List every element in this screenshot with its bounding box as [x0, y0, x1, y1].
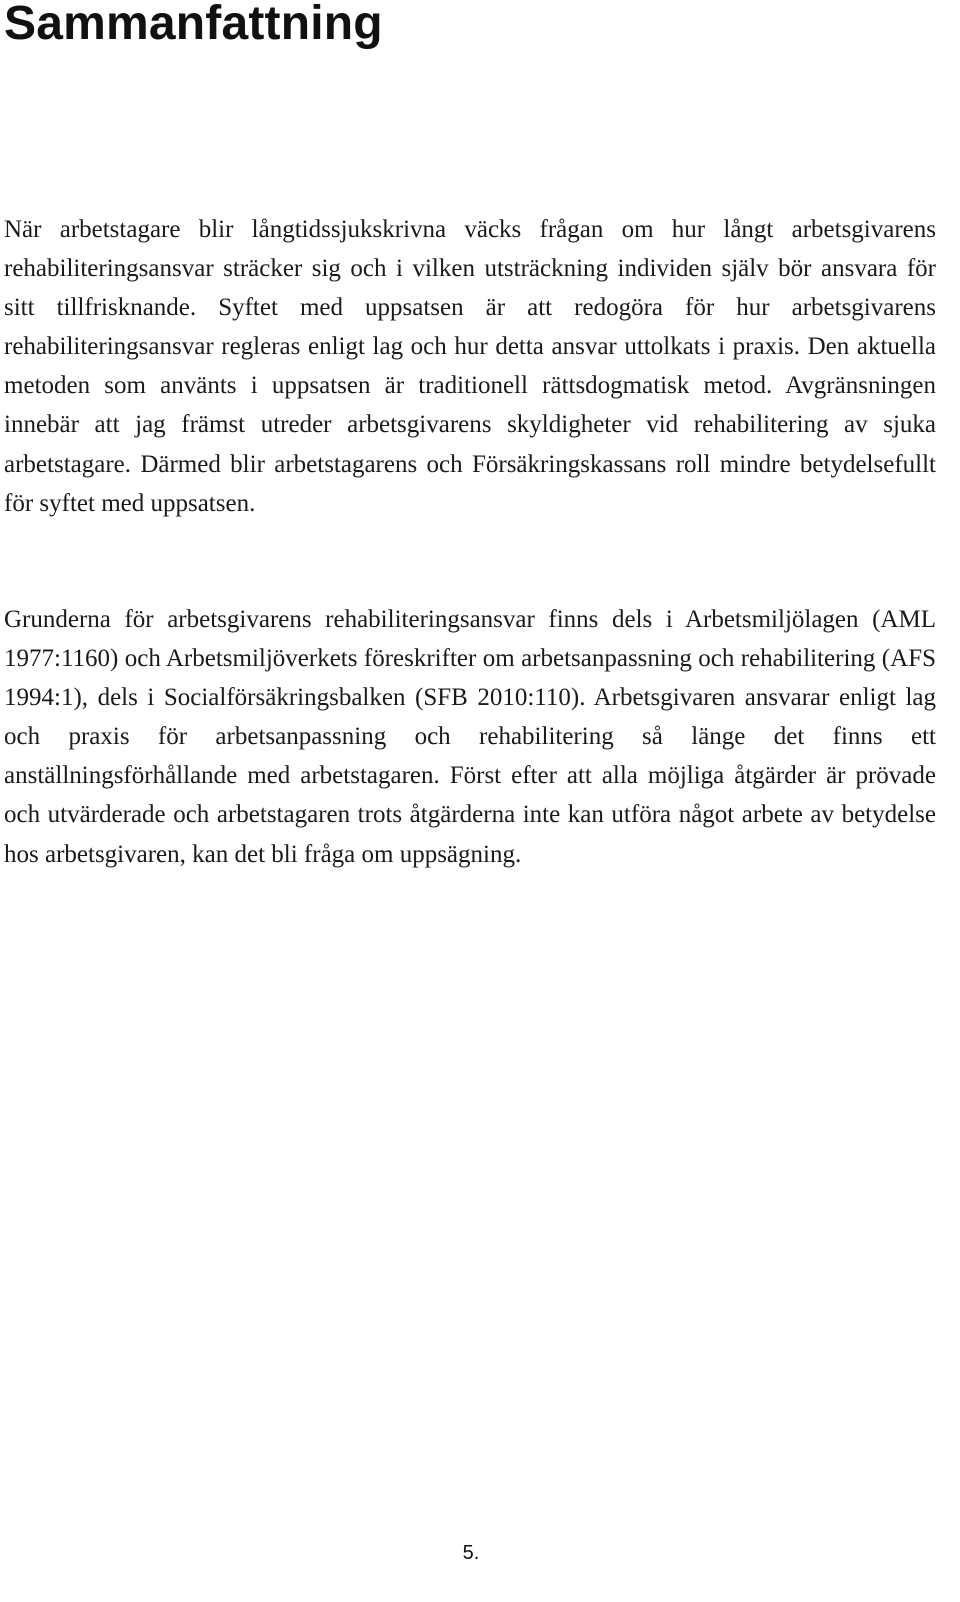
page-title: Sammanfattning: [4, 0, 383, 50]
paragraph-1: När arbetstagare blir långtidssjukskrivna väcks frågan om hur långt arbetsgivarens rehabiliteringsansvar sträcker sig och i vilken utsträckning individen själv bör ansvara för sitt tillfrisknande. Syftet med uppsatsen är att redogöra för hur arbetsgivarens rehabiliteringsansvar regleras enligt lag och hur detta ansvar uttolkats i praxis. Den aktuella metoden som använts i uppsatsen är traditionell rättsdogmatisk metod. Avgränsningen innebär att jag främst utreder arbetsgivarens skyldigheter vid rehabilitering av sjuka arbetstagare. Därmed blir arbetstagarens och Försäkringskassans roll mindre betydelsefullt för syftet med uppsatsen.: [4, 216, 936, 517]
paragraph-2: Grunderna för arbetsgivarens rehabiliteringsansvar finns dels i Arbetsmiljölagen (AML 1977:1160) och Arbetsmiljöverkets föreskrifter om arbetsanpassning och rehabilitering (AFS 1994:1), dels i Socialförsäkringsbalken (SFB 2010:110). Arbetsgivaren ansvarar enligt lag och praxis för arbetsanpassning och rehabilitering så länge det finns ett anställningsförhållande med arbetstagaren. Först efter att alla möjliga åtgärder är prövade och utvärderade och arbetstagaren trots åtgärderna inte kan utföra något arbete av betydelse hos arbetsgivaren, kan det bli fråga om uppsägning.: [4, 606, 936, 868]
page-number: 5.: [462, 1542, 480, 1564]
